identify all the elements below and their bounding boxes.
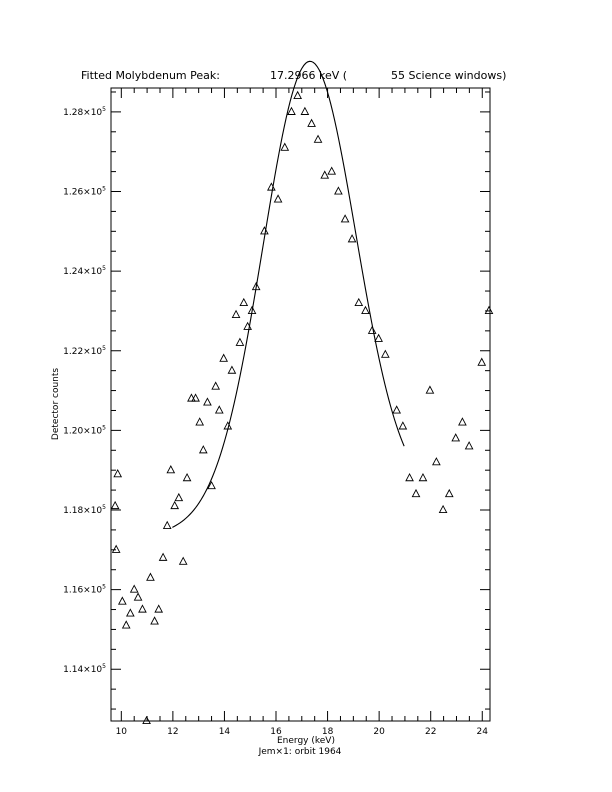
data-point-triangle: [159, 554, 166, 561]
data-point-triangle: [232, 311, 239, 318]
data-point-triangle: [382, 351, 389, 358]
data-point-triangle: [112, 502, 119, 509]
data-point-triangle: [212, 382, 219, 389]
data-point-triangle: [200, 446, 207, 453]
data-point-triangle: [216, 406, 223, 413]
data-point-triangle: [375, 335, 382, 342]
data-point-triangle: [204, 398, 211, 405]
data-point-triangle: [342, 215, 349, 222]
data-point-triangle: [288, 108, 295, 115]
data-point-triangle: [134, 593, 141, 600]
data-point-triangle: [171, 502, 178, 509]
y-axis-label: Detector counts: [51, 367, 61, 441]
data-point-triangle: [151, 617, 158, 624]
x-tick-label: 12: [167, 727, 179, 737]
data-point-triangle: [355, 299, 362, 306]
data-point-triangle: [419, 474, 426, 481]
data-point-triangle: [466, 442, 473, 449]
data-point-triangle: [183, 474, 190, 481]
data-point-triangle: [175, 494, 182, 501]
data-point-triangle: [180, 558, 187, 565]
plot-area-frame: [111, 88, 490, 721]
data-point-triangle: [446, 490, 453, 497]
y-tick-label: $1.16\times 10^5$: [63, 583, 106, 596]
data-point-triangle: [335, 187, 342, 194]
data-point-triangle: [123, 621, 130, 628]
y-tick-labels: [63, 106, 106, 675]
y-tick-label: $1.18\times 10^5$: [63, 504, 106, 516]
data-point-triangle: [321, 171, 328, 178]
data-point-triangle: [261, 227, 268, 234]
data-point-triangle: [439, 506, 446, 513]
data-point-triangle: [478, 359, 485, 366]
data-point-triangle: [362, 307, 369, 314]
data-point-triangle: [228, 366, 235, 373]
data-point-triangle: [155, 605, 162, 612]
data-point-triangle: [236, 339, 243, 346]
data-point-triangle: [406, 474, 413, 481]
data-point-triangle: [127, 609, 134, 616]
y-tick-label: $1.14\times 10^5$: [63, 663, 106, 676]
data-points: [112, 92, 493, 724]
x-tick-label: 22: [424, 727, 437, 737]
data-point-triangle: [143, 717, 150, 724]
axis-ticks: [111, 88, 490, 721]
x-tick-label: 10: [115, 727, 128, 737]
data-point-triangle: [220, 355, 227, 362]
chart-title: [81, 69, 506, 82]
y-tick-label: $1.20\times 10^5$: [63, 424, 106, 437]
data-point-triangle: [452, 434, 459, 441]
data-point-triangle: [131, 585, 138, 592]
data-point-triangle: [308, 120, 315, 127]
data-point-triangle: [426, 386, 433, 393]
x-tick-label: 16: [270, 727, 282, 737]
data-point-triangle: [393, 406, 400, 413]
data-point-triangle: [433, 458, 440, 465]
x-axis-label: Energy (keV): [277, 736, 335, 746]
y-tick-label: $1.24\times 10^5$: [63, 265, 106, 278]
x-tick-label: 24: [476, 727, 488, 737]
data-point-triangle: [412, 490, 419, 497]
x-tick-label: 14: [218, 727, 231, 737]
y-tick-label: $1.28\times 10^5$: [63, 105, 106, 118]
data-point-triangle: [167, 466, 174, 473]
data-point-triangle: [147, 573, 154, 580]
gaussian-fit-line: [172, 61, 404, 527]
data-point-triangle: [274, 195, 281, 202]
data-point-triangle: [139, 605, 146, 612]
y-tick-label: $1.22\times 10^5$: [63, 344, 106, 357]
data-point-triangle: [164, 522, 171, 529]
y-tick-label: $1.26\times 10^5$: [63, 185, 106, 198]
data-point-triangle: [196, 418, 203, 425]
data-point-triangle: [399, 422, 406, 429]
data-point-triangle: [314, 136, 321, 143]
data-point-triangle: [485, 307, 492, 314]
data-point-triangle: [301, 108, 308, 115]
subtitle-label: Jem×1: orbit 1964: [258, 747, 342, 757]
data-point-triangle: [113, 546, 120, 553]
data-point-triangle: [459, 418, 466, 425]
x-tick-label: 18: [321, 727, 334, 737]
data-point-triangle: [328, 167, 335, 174]
data-point-triangle: [294, 92, 301, 99]
data-point-triangle: [348, 235, 355, 242]
x-tick-label: 20: [373, 727, 385, 737]
data-point-triangle: [281, 144, 288, 151]
chart-title-part-1: Fitted Molybdenum Peak:: [81, 69, 220, 82]
data-point-triangle: [119, 597, 126, 604]
chart-title-part-2: 17.2966 keV (: [270, 69, 348, 82]
chart-title-part-3: 55 Science windows): [391, 69, 507, 82]
data-point-triangle: [114, 470, 121, 477]
data-point-triangle: [240, 299, 247, 306]
